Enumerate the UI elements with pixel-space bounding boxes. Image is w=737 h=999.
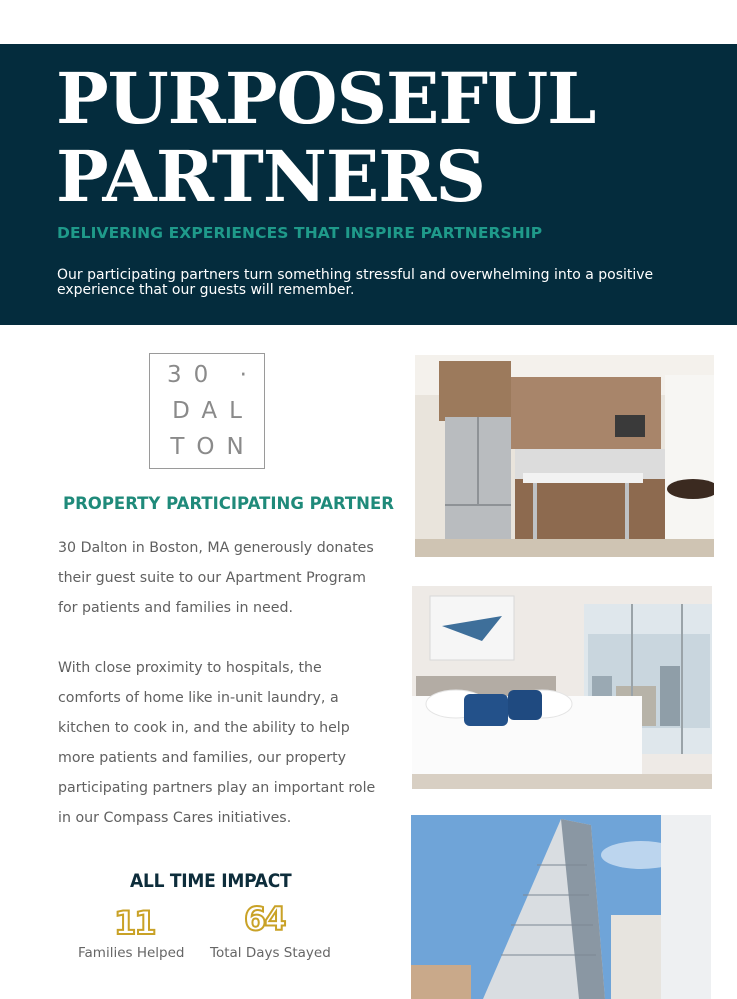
bedroom-photo	[412, 586, 712, 789]
subheading: DELIVERING EXPERIENCES THAT INSPIRE PARTNERSHIP	[57, 224, 543, 242]
logo-line-3: TON	[170, 434, 256, 460]
partner-heading: PROPERTY PARTICIPATING PARTNER	[63, 494, 394, 513]
logo-line-1: 30 ·	[167, 362, 259, 388]
partner-logo	[149, 353, 265, 469]
families-helped-label: Families Helped	[78, 945, 185, 961]
intro-text: Our participating partners turn something stressful and overwhelming into a positive experience that our guests will remember.	[57, 267, 654, 298]
logo-line-2: DAL	[172, 398, 254, 424]
impact-title: ALL TIME IMPACT	[130, 870, 292, 892]
total-days-label: Total Days Stayed	[210, 945, 331, 961]
total-days-value: 64	[244, 900, 285, 938]
building-photo	[411, 815, 711, 999]
partner-paragraph-1: 30 Dalton in Boston, MA generously donates their guest suite to our Apartment Program for patients and families in need.	[58, 540, 374, 616]
title-line-2: PARTNERS	[56, 135, 485, 218]
partner-paragraph-2: With close proximity to hospitals, the comforts of home like in-unit laundry, a kitchen to cook in, and the ability to help more patients and families, our property participating partners play an important role in our Compass Cares initiatives.	[58, 660, 376, 826]
header-banner	[0, 44, 737, 325]
page-title	[56, 57, 696, 218]
kitchen-photo	[415, 355, 714, 557]
families-helped-value: 11	[114, 904, 155, 942]
title-line-1: PURPOSEFUL	[56, 57, 596, 140]
